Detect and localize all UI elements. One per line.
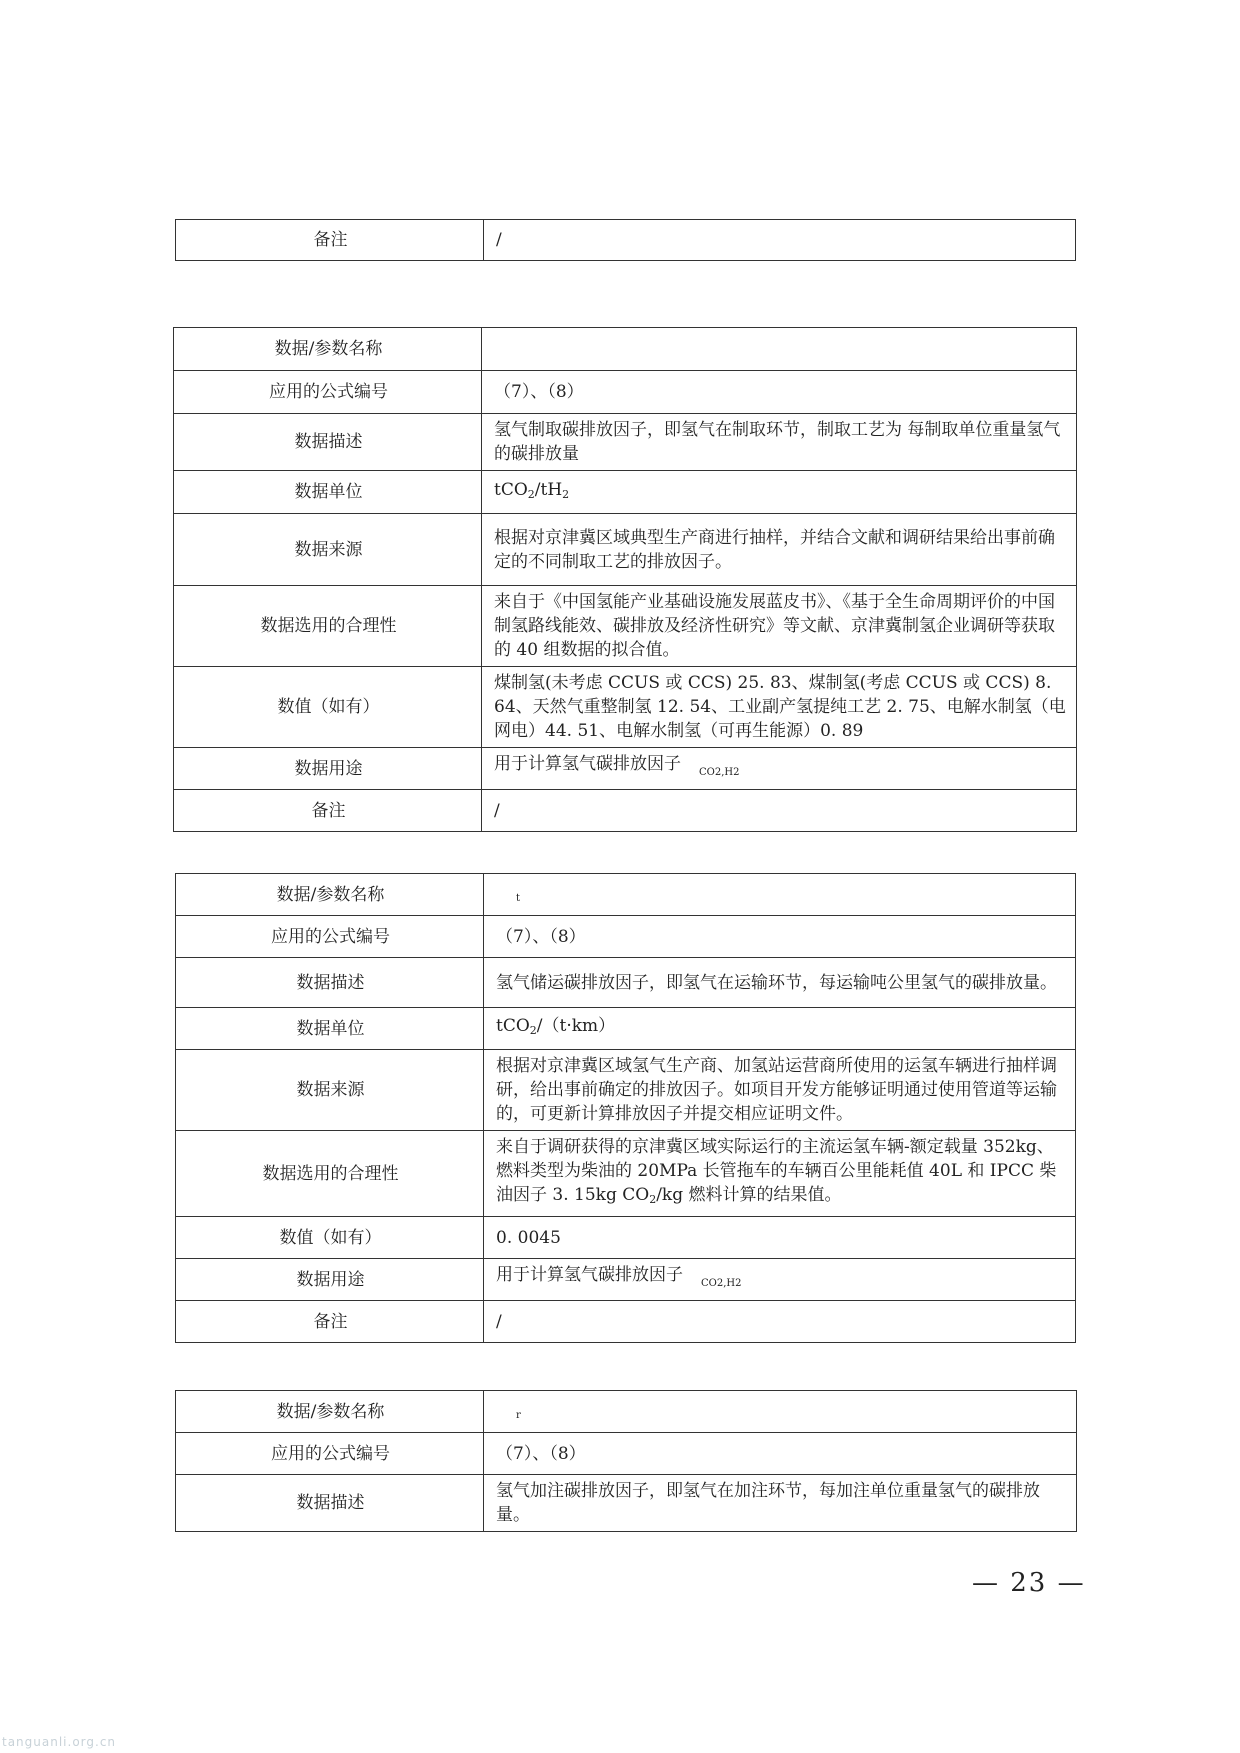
value-unit: tCO$_2$/（t·km） — [484, 1008, 1076, 1050]
value-source: 根据对京津冀区域氢气生产商、加氢站运营商所使用的运氢车辆进行抽样调研，给出事前确定的排放因子。如项目开发方能够证明通过使用管道等运输的，可更新计算排放因子并提交相应证明文件。 — [484, 1050, 1076, 1131]
label-name: 数据/参数名称 — [176, 1391, 484, 1433]
label-value: 数值（如有） — [174, 667, 482, 748]
label-name: 数据/参数名称 — [176, 874, 484, 916]
label-formula: 应用的公式编号 — [176, 1433, 484, 1475]
table-note-top — [175, 219, 1076, 261]
value-rational: 来自于调研获得的京津冀区域实际运行的主流运氢车辆-额定载量 352kg、燃料类型为柴油的 20MPa 长管拖车的车辆百公里能耗值 40L 和 IPCC 柴油因子 3. 15kg $CO_2/kg$ 燃料计算的结果值。 — [484, 1131, 1076, 1217]
value-desc: 氢气储运碳排放因子，即氢气在运输环节，每运输吨公里氢气的碳排放量。 — [484, 958, 1076, 1008]
value-value: 0. 0045 — [484, 1217, 1076, 1259]
value-unit: $tCO_2/tH_2$ — [482, 471, 1077, 514]
label-use: 数据用途 — [174, 748, 482, 790]
label-note: 备注 — [174, 790, 482, 832]
value-use: 用于计算氢气碳排放因子 $_{CO2,H2}$ — [482, 748, 1077, 790]
value-name: t — [484, 874, 1076, 916]
page-number: — 23 — — [972, 1568, 1086, 1598]
value-note: / — [482, 790, 1077, 832]
label-unit: 数据单位 — [176, 1008, 484, 1050]
label-desc: 数据描述 — [174, 414, 482, 471]
value-name: r — [484, 1391, 1077, 1433]
value-name — [482, 328, 1077, 371]
value-note: / — [484, 220, 1076, 261]
table-h2-refueling — [175, 1390, 1077, 1532]
value-note: / — [484, 1301, 1076, 1343]
value-desc: 氢气制取碳排放因子，即氢气在制取环节，制取工艺为 每制取单位重量氢气的碳排放量 — [482, 414, 1077, 471]
value-source: 根据对京津冀区域典型生产商进行抽样，并结合文献和调研结果给出事前确定的不同制取工艺的排放因子。 — [482, 514, 1077, 586]
value-value: 煤制氢(未考虑 CCUS 或 CCS) 25. 83、煤制氢(考虑 CCUS 或 CCS) 8. 64、天然气重整制氢 12. 54、工业副产氢提纯工艺 2. 75、电解水制氢（电网电）44. 51、电解水制氢（可再生能源）0. 89 — [482, 667, 1077, 748]
value-formula: （7）、（8） — [484, 916, 1076, 958]
value-formula: （7）、（8） — [482, 371, 1077, 414]
label-source: 数据来源 — [176, 1050, 484, 1131]
label-desc: 数据描述 — [176, 958, 484, 1008]
value-desc: 氢气加注碳排放因子，即氢气在加注环节，每加注单位重量氢气的碳排放量。 — [484, 1475, 1077, 1532]
value-use: 用于计算氢气碳排放因子 $_{CO2,H2}$ — [484, 1259, 1076, 1301]
label-value: 数值（如有） — [176, 1217, 484, 1259]
label-unit: 数据单位 — [174, 471, 482, 514]
label-formula: 应用的公式编号 — [176, 916, 484, 958]
label-rational: 数据选用的合理性 — [176, 1131, 484, 1217]
watermark: tanguanli.org.cn — [2, 1735, 117, 1749]
label-formula: 应用的公式编号 — [174, 371, 482, 414]
label-desc: 数据描述 — [176, 1475, 484, 1532]
label-source: 数据来源 — [174, 514, 482, 586]
label-name: 数据/参数名称 — [174, 328, 482, 371]
table-h2-production — [173, 327, 1077, 832]
label-rational: 数据选用的合理性 — [174, 586, 482, 667]
label-use: 数据用途 — [176, 1259, 484, 1301]
label-note: 备注 — [176, 1301, 484, 1343]
table-h2-transport — [175, 873, 1076, 1343]
value-rational: 来自于《中国氢能产业基础设施发展蓝皮书》、《基于全生命周期评价的中国制氢路线能效、碳排放及经济性研究》等文献、京津冀制氢企业调研等获取的 40 组数据的拟合值。 — [482, 586, 1077, 667]
label-note: 备注 — [176, 220, 484, 261]
value-formula: （7）、（8） — [484, 1433, 1077, 1475]
